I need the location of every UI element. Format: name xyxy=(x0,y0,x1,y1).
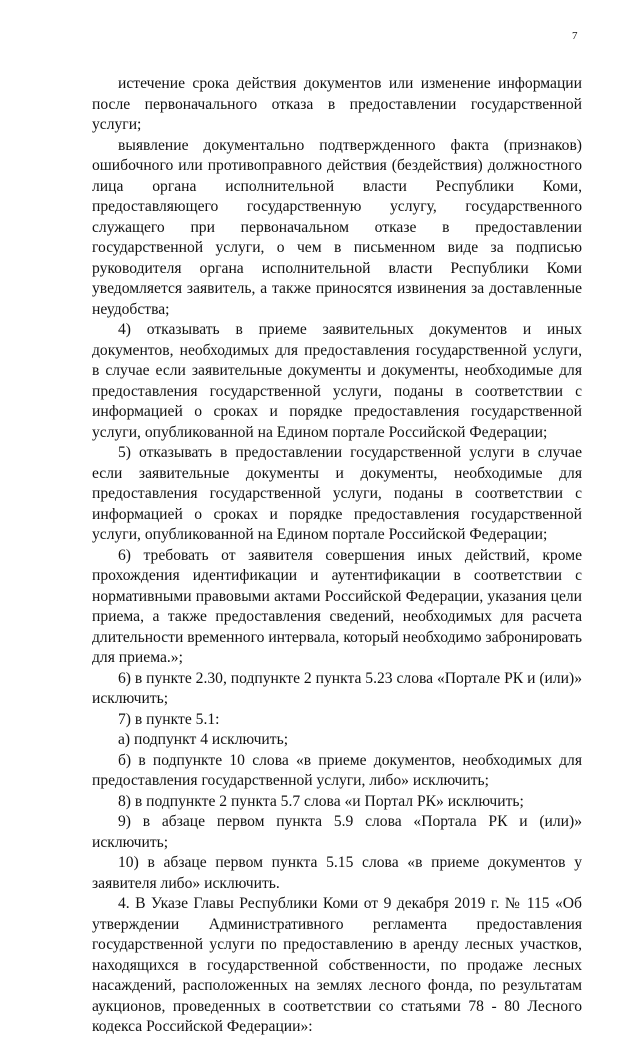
paragraph: 5) отказывать в предоставлении государственной услуги в случае если заявительные документы и документы, необходимые для предоставления государственной услуги, поданы в соответствии с информацией о сроках и порядке предоставления государственной услуги, опубликованной на Едином портале Российской Федерации; xyxy=(92,444,582,543)
paragraph: 6) в пункте 2.30, подпункте 2 пункта 5.23 слова «Портале РК и (или)» исключить; xyxy=(92,669,582,707)
paragraph: 8) в подпункте 2 пункта 5.7 слова «и Портал РК» исключить; xyxy=(118,792,524,810)
paragraph: 6) требовать от заявителя совершения иных действий, кроме прохождения идентификации и аутентификации в соответствии с нормативными правовыми актами Российской Федерации, указания цели приема, а также предоставления сведений, необходимых для расчета длительности временного интервала, который необходимо забронировать для приема.»; xyxy=(92,546,582,666)
page-number: 7 xyxy=(572,30,578,42)
paragraph: истечение срока действия документов или изменение информации после первоначального отказа в предоставлении государственной услуги; xyxy=(92,75,582,133)
paragraph: 9) в абзаце первом пункта 5.9 слова «Портала РК и (или)» исключить; xyxy=(92,813,582,851)
paragraph: выявление документально подтвержденного факта (признаков) ошибочного или противоправного действия (бездействия) должностного лица органа исполнительной власти Республики Коми, предоставляющего государственную услугу, государственного служащего при первоначальном отказе в предоставлении государственной услуги, о чем в письменном виде за подписью руководителя органа исполнительной власти Республики Коми уведомляется заявитель, а также приносятся извинения за доставленные неудобства; xyxy=(92,136,582,318)
paragraph: 10) в абзаце первом пункта 5.15 слова «в приеме документов у заявителя либо» исключить. xyxy=(92,854,582,892)
paragraph: а) подпункт 4 исключить; xyxy=(118,731,289,748)
paragraph: 7) в пункте 5.1: xyxy=(118,710,220,728)
paragraph: 4) отказывать в приеме заявительных документов и иных документов, необходимых для предоставления государственной услуги, в случае если заявительные документы и документы, необходимые для предоставления государственной услуги, поданы в соответствии с информацией о сроках и порядке предоставления государственной услуги, опубликованной на Едином портале Российской Федерации; xyxy=(92,321,582,441)
paragraph: 4. В Указе Главы Республики Коми от 9 декабря 2019 г. № 115 «Об утверждении Административного регламента предоставления государственной услуги по предоставлению в аренду лесных участков, находящихся в государственной собственности, по продаже лесных насаждений, расположенных на землях лесного фонда, по результатам аукционов, проведенных в соответствии со статьями 78 - 80 Лесного кодекса Российской Федерации»: xyxy=(92,895,582,1035)
document-body xyxy=(92,74,582,1038)
paragraph: б) в подпункте 10 слова «в приеме документов, необходимых для предоставления государственной услуги, либо» исключить; xyxy=(92,751,582,789)
